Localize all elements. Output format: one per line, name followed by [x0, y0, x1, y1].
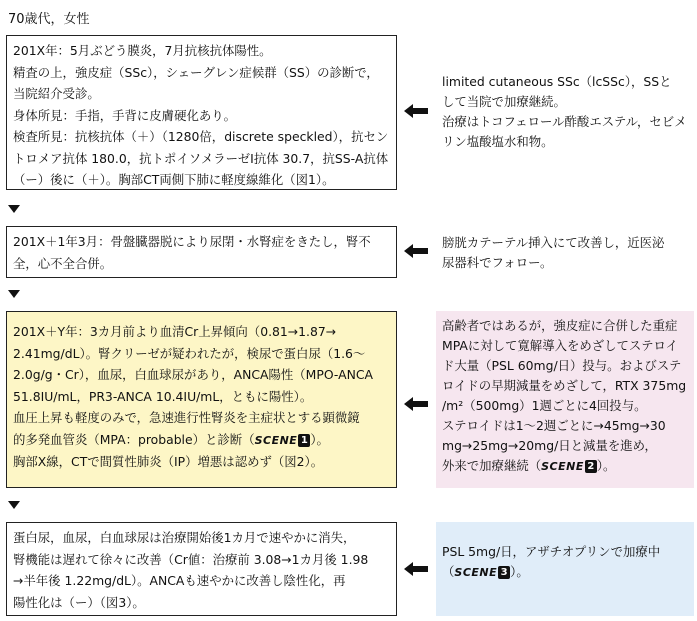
text-line: 膀胱カテーテル挿入にて改善し，近医泌 — [442, 235, 665, 250]
treatment-note-year1 — [436, 229, 694, 277]
scene-number-badge: 1 — [298, 434, 310, 447]
text-line: 検査所見：抗核抗体（＋）（1280倍，discrete speckled），抗セン — [13, 129, 389, 144]
text-line: 201X＋1年3月：骨盤臓器脱により尿閉・水腎症をきたし，腎不 — [13, 234, 371, 249]
text-line: /m²（500mg）1週ごとに4回投与。 — [442, 398, 647, 413]
text-fragment: （ — [442, 564, 455, 579]
text-line: 全，心不全合併。 — [13, 255, 113, 271]
text-line: mg→25mg→20mg/日と減量を進め， — [442, 438, 657, 453]
text-line: 201X＋Y年：3カ月前より血清Cr上昇傾向（0.81→1.87→ — [13, 324, 337, 339]
text-fragment: 的多発血管炎（MPA：probable）と診断（ — [13, 431, 255, 447]
text-line: 治療はトコフェロール酢酸エステル，セビメ — [442, 114, 687, 129]
treatment-note-initial — [436, 68, 694, 156]
text-line: 身体所見：手指，手背に皮膚硬化あり。 — [13, 107, 237, 123]
text-line: 精査の上，強皮症（SSc），シェーグレン症候群（SS）の診断で， — [13, 64, 379, 80]
scene-number-badge: 2 — [585, 460, 597, 473]
down-triangle-icon — [8, 501, 20, 509]
left-arrow-icon — [404, 103, 430, 119]
text-line: limited cutaneous SSc（lcSSc），SSと — [442, 74, 672, 89]
text-line: 201X年：5月ぶどう膜炎，7月抗核抗体陽性。 — [13, 43, 272, 58]
text-line: 当院紹介受診。 — [13, 86, 100, 101]
text-line: 胸部X線，CTで間質性肺炎（IP）増悪は認めず（図2）。 — [13, 454, 324, 469]
treatment-note-mpa — [436, 311, 694, 488]
text-line: 血圧上昇も軽度のみで，急速進行性腎炎を主症状とする顕微鏡 — [13, 410, 360, 425]
text-fragment: ）。 — [596, 458, 616, 473]
left-arrow-icon — [404, 396, 430, 412]
down-triangle-icon — [8, 205, 20, 213]
text-line: リン塩酸塩水和物。 — [442, 134, 554, 149]
text-line — [442, 562, 688, 583]
timeline-box-mpa — [6, 311, 397, 488]
text-line: 2.41mg/dL）。腎クリーゼが疑われたが，検尿で蛋白尿（1.6〜 — [13, 345, 366, 361]
text-line: 2.0g/g・Cr），血尿，白血球尿があり，ANCA陽性（MPO-ANCA — [13, 367, 374, 382]
timeline-box-year1 — [6, 226, 397, 278]
text-line: 陽性化は（ー）（図3）。 — [13, 594, 145, 610]
text-line: 51.8IU/mL，PR3-ANCA 10.4IU/mL，ともに陽性）。 — [13, 388, 313, 404]
scene-ref: SCENE — [254, 433, 298, 447]
text-line: トロメア抗体 180.0，抗トポイソメラーゼⅠ抗体 30.7，抗SS-A抗体 — [13, 150, 389, 166]
left-arrow-icon — [404, 243, 430, 259]
scene-ref: SCENE — [541, 460, 584, 473]
scene-number-badge: 3 — [498, 566, 510, 579]
text-line: （ー）後に（＋）。胸部CT両側下肺に軽度線維化（図1）。 — [13, 172, 335, 187]
down-triangle-icon — [8, 290, 20, 298]
text-line: 尿器科でフォロー。 — [442, 255, 553, 270]
text-line: ド大量（PSL 60mg/日）投与。およびステ — [442, 358, 682, 373]
text-line: MPAに対して寛解導入をめざしてステロイ — [442, 338, 678, 353]
text-line — [442, 456, 688, 477]
text-fragment: ）。 — [310, 431, 329, 447]
text-fragment: 外来で加療継続（ — [442, 458, 542, 473]
case-header: 70歳代，女性 — [8, 12, 90, 27]
scene-ref: SCENE — [454, 566, 498, 579]
text-line — [13, 429, 390, 452]
text-line: ロイドの早期減量をめざして，RTX 375mg — [442, 378, 687, 393]
text-line: →半年後 1.22mg/dL）。ANCAも速やかに改善し陰性化，再 — [13, 573, 346, 588]
text-line: PSL 5mg/日，アザチオプリンで加療中 — [442, 544, 661, 559]
text-fragment: ）。 — [510, 564, 529, 579]
timeline-box-initial — [6, 35, 397, 190]
text-line: ステロイドは1〜2週ごとに→45mg→30 — [442, 418, 666, 433]
treatment-note-outcome — [436, 522, 694, 616]
text-line: 腎機能は遅れて徐々に改善（Cr値：治療前 3.08→1カ月後 1.98 — [13, 551, 369, 567]
left-arrow-icon — [404, 561, 430, 577]
text-line: して当院で加療継続。 — [442, 94, 566, 109]
text-line: 高齢者ではあるが，強皮症に合併した重症 — [442, 318, 678, 333]
text-line: 蛋白尿，血尿，白血球尿は治療開始後1カ月で速やかに消失， — [13, 530, 356, 545]
timeline-box-outcome — [6, 522, 397, 616]
